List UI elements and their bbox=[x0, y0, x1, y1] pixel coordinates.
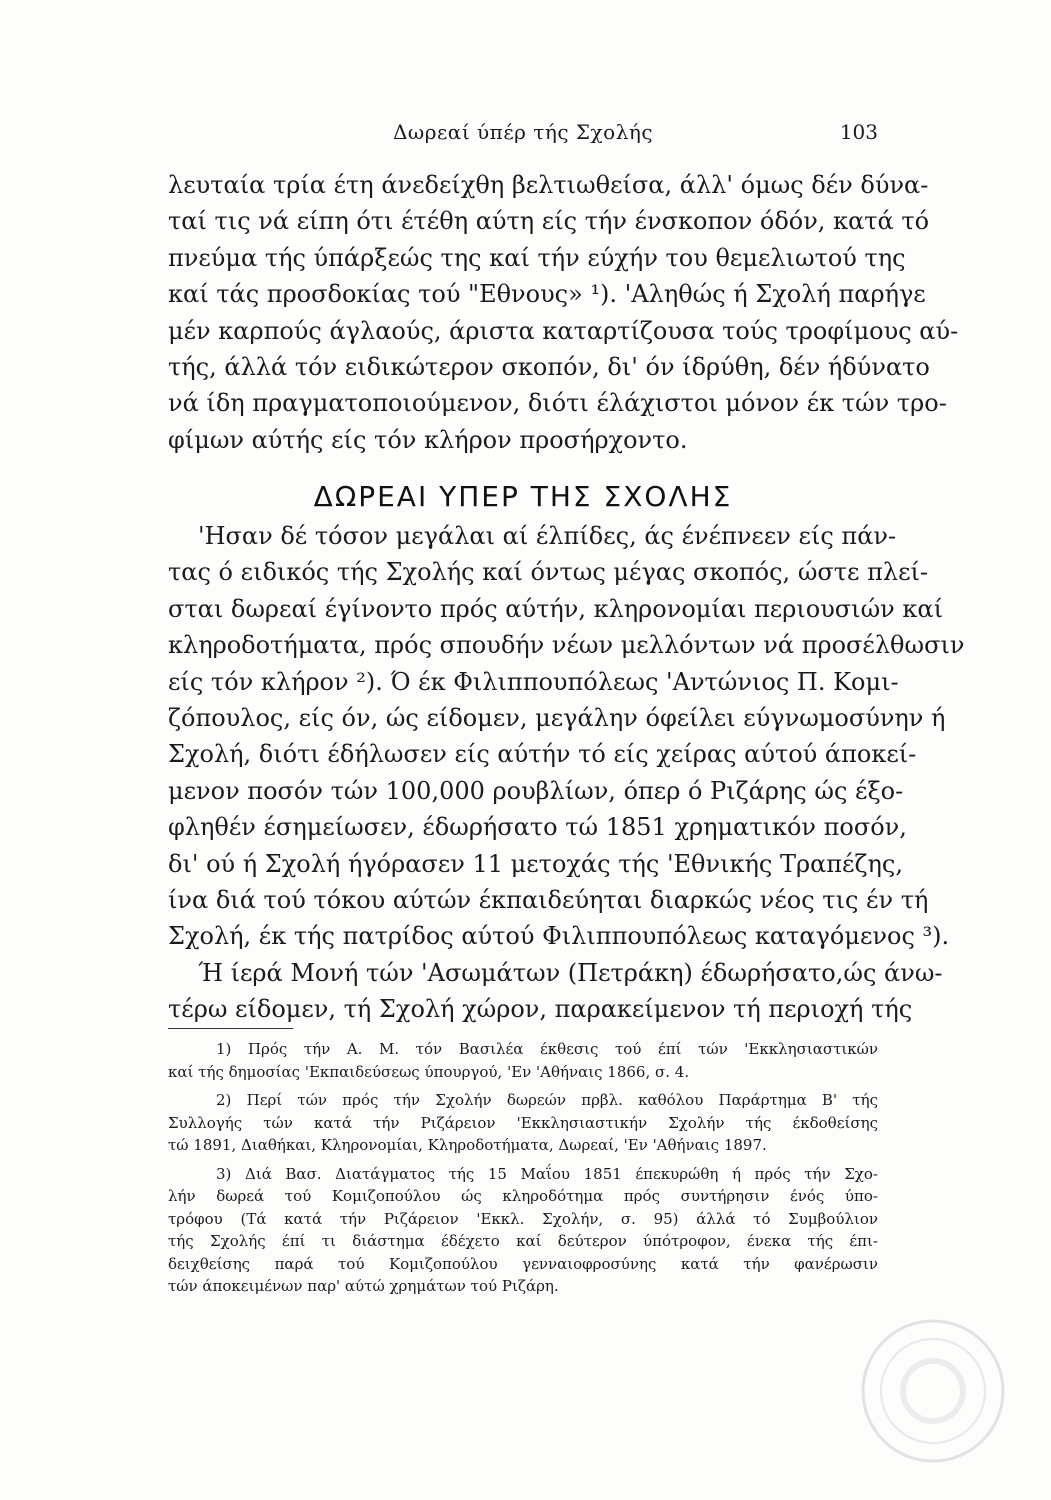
running-title: Δωρεαί ύπέρ τής Σχολής bbox=[392, 120, 654, 144]
text-line: σται δωρεαί έγίνοντο πρός αύτήν, κληρονομίαι περιουσιών καί bbox=[168, 594, 943, 623]
footnote-line: τής Σχολής έπί τι διάστημα έδέχετο καί δεύτερον ύπότροφον, ένεκα τής έπι- bbox=[168, 1232, 878, 1250]
text-line: πνεύμα τής ύπάρξεώς της καί τήν εύχήν του θεμελιωτού της bbox=[168, 243, 906, 272]
library-stamp-watermark bbox=[858, 1316, 1008, 1466]
footnotes bbox=[168, 1038, 878, 1298]
footnote-rule bbox=[168, 1028, 293, 1029]
footnote-line: τρόφου (Τά κατά τήν Ριζάρειον 'Εκκλ. Σχολήν, σ. 95) άλλά τό Συμβούλιον bbox=[168, 1209, 878, 1228]
text-line: τής, άλλά τόν ειδικώτερον σκοπόν, δι' όν ίδρύθη, δέν ήδύνατο bbox=[168, 352, 930, 381]
text-line: ίνα διά τού τόκου αύτών έκπαιδεύηται διαρκώς νέος τις έν τή bbox=[168, 885, 929, 914]
footnote-line: τών άποκειμένων παρ' αύτώ χρημάτων τού Ριζάρη. bbox=[168, 1277, 559, 1295]
text-line: ζόπουλος, είς όν, ώς είδομεν, μεγάλην όφείλει εύγνωμοσύνην ή bbox=[168, 703, 946, 732]
footnote-line: τώ 1891, Διαθήκαι, Κληρονομίαι, Κληροδοτήματα, Δωρεαί, 'Εν 'Αθήναις 1897. bbox=[168, 1136, 767, 1154]
text-line: νά ίδη πραγματοποιούμενον, διότι έλάχιστοι μόνον έκ τών τρο- bbox=[168, 389, 947, 418]
footnote-line: 2) Περί τών πρός τήν Σχολήν δωρεών πρβλ. καθόλου Παράρτημα Β' τής bbox=[216, 1091, 878, 1109]
footnote-line: καί τής δημοσίας 'Εκπαιδεύσεως ύπουργού, 'Εν 'Αθήναις 1866, σ. 4. bbox=[168, 1062, 690, 1081]
text-line: 'Ησαν δέ τόσον μεγάλαι αί έλπίδες, άς ένέπνεεν είς πάν- bbox=[198, 522, 897, 550]
text-line: τέρω είδομεν, τή Σχολή χώρον, παρακείμενον τή περιοχή τής bbox=[168, 995, 913, 1024]
footnote-line: 3) Διά Βασ. Διατάγματος τής 15 Μαΐου 1851 έπεκυρώθη ή πρός τήν Σχο- bbox=[216, 1164, 878, 1183]
section-body bbox=[168, 518, 965, 1027]
text-line: δι' ού ή Σχολή ήγόρασεν 11 μετοχάς τής 'Εθνικής Τραπέζης, bbox=[168, 849, 903, 878]
text-line: κληροδοτήματα, πρός σπουδήν νέων μελλόντων νά προσέλθωσιν bbox=[168, 631, 965, 660]
footnote-line: 1) Πρός τήν Α. Μ. τόν Βασιλέα έκθεσις τού έπί τών 'Εκκλησιαστικών bbox=[216, 1040, 878, 1058]
text-line: Σχολή, έκ τής πατρίδος αύτού Φιλιππουπόλεως καταγόμενος ³). bbox=[168, 922, 950, 951]
text-line: φίμων αύτής είς τόν κλήρον προσήρχοντο. bbox=[168, 425, 688, 454]
text-line: Ή ίερά Μονή τών 'Ασωμάτων (Πετράκη) έδωρήσατο,ώς άνω- bbox=[198, 958, 943, 987]
text-line: είς τόν κλήρον ²). Ό έκ Φιλιππουπόλεως 'Αντώνιος Π. Κομι- bbox=[168, 667, 899, 696]
text-line: ταί τις νά είπη ότι έτέθη αύτη είς τήν ένσκοπον όδόν, κατά τό bbox=[168, 207, 930, 236]
footnote-line: λήν δωρεά τού Κομιζοπούλου ώς κληροδότημα πρός συντήρησιν ένός ύπο- bbox=[168, 1187, 878, 1205]
running-head bbox=[168, 120, 878, 150]
page-number: 103 bbox=[839, 120, 878, 144]
text-line: τας ό ειδικός τής Σχολής καί όντως μέγας σκοπός, ώστε πλεί- bbox=[168, 558, 929, 587]
text-line: φληθέν έσημείωσεν, έδωρήσατο τώ 1851 χρηματικόν ποσόν, bbox=[168, 813, 907, 842]
footnote-line: Συλλογής τών κατά τήν Ριζάρειον 'Εκκλησιαστικήν Σχολήν τής έκδοθείσης bbox=[168, 1113, 878, 1132]
text-line: λευταία τρία έτη άνεδείχθη βελτιωθείσα, άλλ' όμως δέν δύνα- bbox=[168, 171, 929, 199]
section-heading: ΔΩΡΕΑΙ ΥΠΕΡ ΤΗΣ ΣΧΟΛΗΣ bbox=[313, 480, 733, 513]
footnote-line: δειχθείσης παρά τού Κομιζοπούλου γενναιοφροσύνης κατά τήν φανέρωσιν bbox=[168, 1254, 878, 1273]
paragraph-1 bbox=[168, 167, 959, 458]
text-line: μενον ποσόν τών 100,000 ρουβλίων, όπερ ό Ριζάρης ώς έξο- bbox=[168, 776, 904, 805]
text-line: καί τάς προσδοκίας τού "Εθνους» ¹). 'Αληθώς ή Σχολή παρήγε bbox=[168, 280, 926, 309]
text-line: Σχολή, διότι έδήλωσεν είς αύτήν τό είς χείρας αύτού άποκεί- bbox=[168, 740, 917, 769]
text-line: μέν καρπούς άγλαούς, άριστα καταρτίζουσα τούς τροφίμους αύ- bbox=[168, 316, 959, 345]
